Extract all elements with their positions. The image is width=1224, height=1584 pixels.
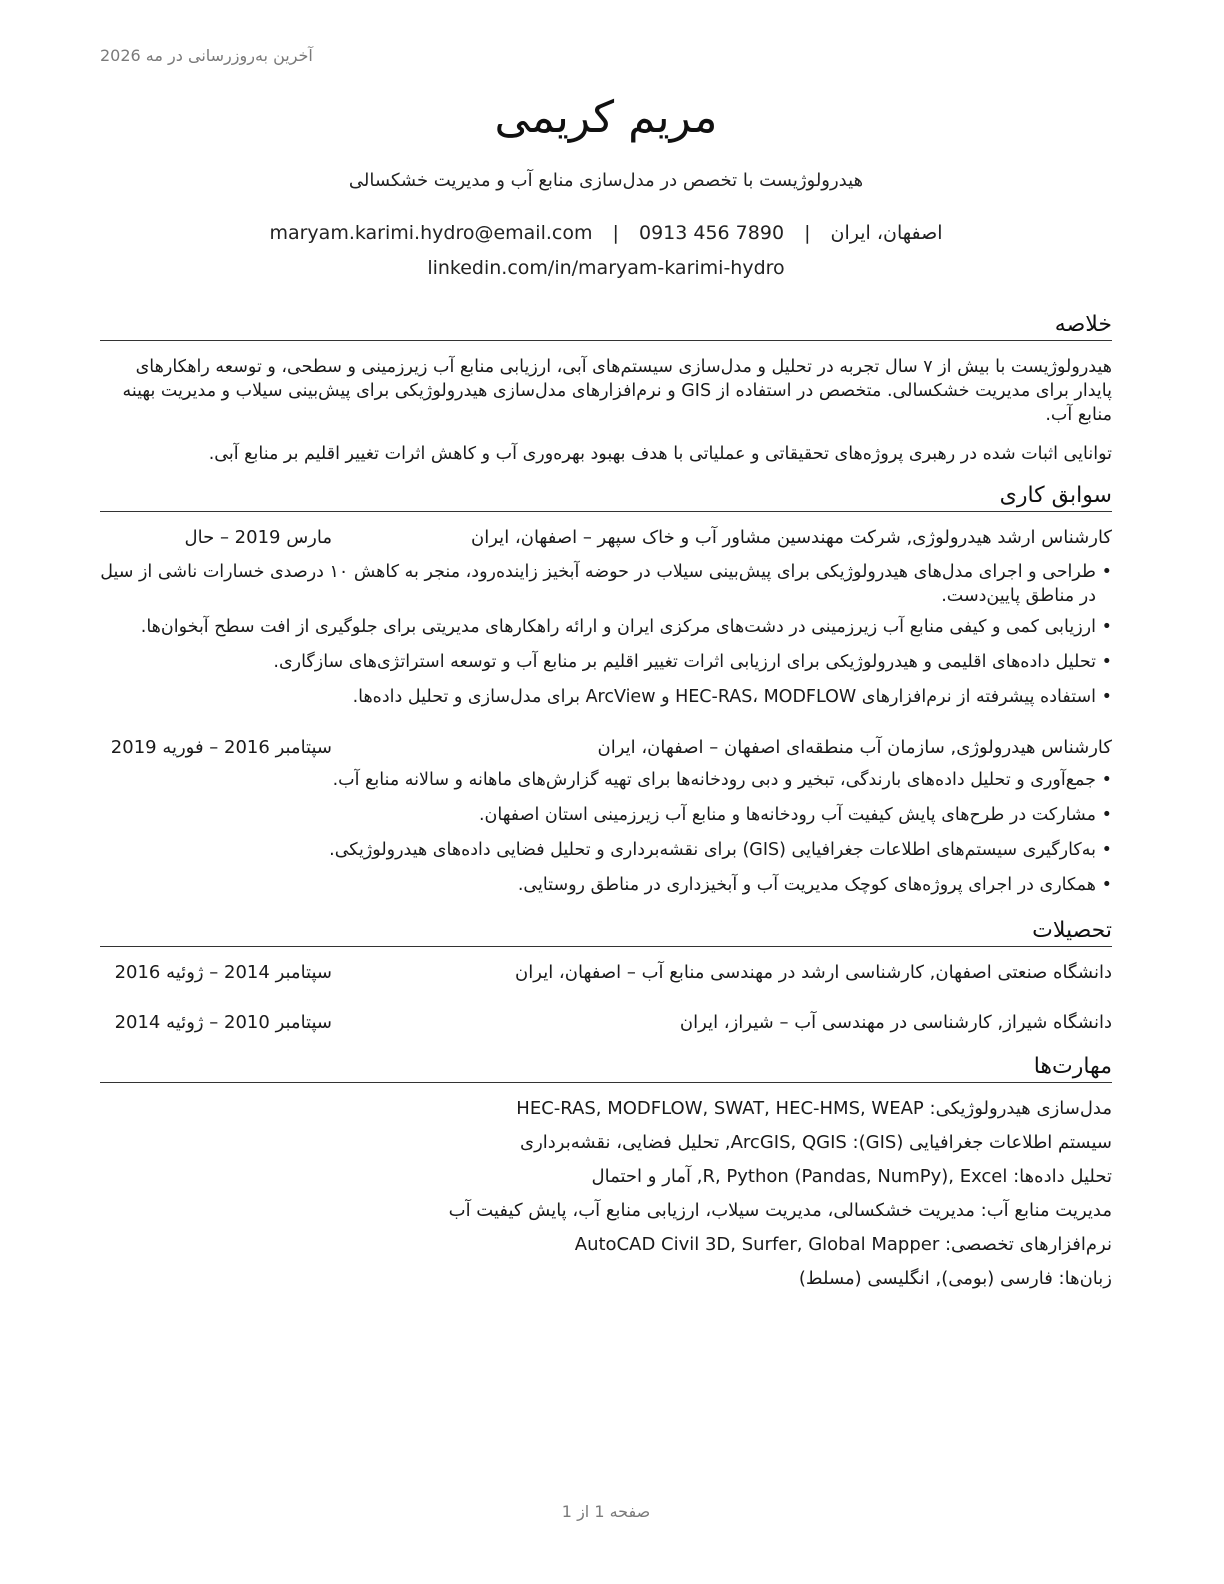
contact-linkedin[interactable]: linkedin.com/in/maryam-karimi-hydro bbox=[427, 257, 785, 279]
skill-item: مدل‌سازی هیدرولوژیکی: HEC-RAS, MODFLOW, SWAT, HEC-HMS, WEAP bbox=[516, 1098, 1112, 1119]
job-header bbox=[100, 527, 1112, 553]
job-bullet: • طراحی و اجرای مدل‌های هیدرولوژیکی برای پیش‌بینی سیلاب در حوضه آبخیز زاینده‌رود، منجر به کاهش ۱۰ درصدی خسارات ناشی از سیل در مناطق پایین‌دست. bbox=[100, 560, 1112, 608]
skill-item: تحلیل داده‌ها: R, Python (Pandas, NumPy), Excel, آمار و احتمال bbox=[591, 1166, 1112, 1187]
job-bullet: • همکاری در اجرای پروژه‌های کوچک مدیریت آب و آبخیزداری در مناطق روستایی. bbox=[100, 873, 1112, 897]
contact-email[interactable]: maryam.karimi.hydro@email.com bbox=[269, 222, 593, 244]
section-title-summary: خلاصه bbox=[100, 310, 1112, 341]
skill-item: مدیریت منابع آب: مدیریت خشکسالی، مدیریت سیلاب، ارزیابی منابع آب، پایش کیفیت آب bbox=[448, 1200, 1112, 1221]
education-date: سپتامبر 2014 – ژوئیه 2016 bbox=[114, 962, 332, 983]
job-bullet: • ارزیابی کمی و کیفی منابع آب زیرزمینی در دشت‌های مرکزی ایران و ارائه راهکارهای مدیریتی برای جلوگیری از افت سطح آبخوان‌ها. bbox=[100, 615, 1112, 639]
education-institution: دانشگاه شیراز, کارشناسی در مهندسی آب – شیراز، ایران bbox=[679, 1012, 1112, 1033]
education-institution: دانشگاه صنعتی اصفهان, کارشناسی ارشد در مهندسی منابع آب – اصفهان، ایران bbox=[515, 962, 1112, 983]
job-date: سپتامبر 2016 – فوریه 2019 bbox=[110, 737, 332, 758]
resume-page bbox=[100, 0, 1112, 1584]
job-organization: کارشناس ارشد هیدرولوژی, شرکت مهندسین مشاور آب و خاک سپهر – اصفهان، ایران bbox=[471, 527, 1112, 548]
contact-separator: | bbox=[804, 222, 811, 244]
job-organization: کارشناس هیدرولوژی, سازمان آب منطقه‌ای اصفهان – اصفهان، ایران bbox=[597, 737, 1112, 758]
education-item bbox=[100, 962, 1112, 988]
summary-paragraph: توانایی اثبات شده در رهبری پروژه‌های تحقیقاتی و عملیاتی با هدف بهبود بهره‌وری آب و کاهش اثرات تغییر اقلیم بر منابع آبی. bbox=[208, 444, 1112, 464]
contact-separator: | bbox=[612, 222, 619, 244]
section-title-experience: سوابق کاری bbox=[100, 481, 1112, 512]
education-date: سپتامبر 2010 – ژوئیه 2014 bbox=[114, 1012, 332, 1033]
last-updated: آخرین به‌روزرسانی در مه 2026 bbox=[100, 46, 313, 65]
candidate-tagline: هیدرولوژیست با تخصص در مدل‌سازی منابع آب و مدیریت خشکسالی bbox=[348, 170, 864, 191]
skill-item: سیستم اطلاعات جغرافیایی (GIS): ArcGIS, QGIS, تحلیل فضایی، نقشه‌برداری bbox=[519, 1132, 1112, 1153]
candidate-name: مریم کریمی bbox=[494, 92, 718, 143]
section-title-skills: مهارت‌ها bbox=[100, 1052, 1112, 1083]
job-date: مارس 2019 – حال bbox=[184, 527, 332, 548]
job-bullet: • به‌کارگیری سیستم‌های اطلاعات جغرافیایی (GIS) برای نقشه‌برداری و تحلیل فضایی داده‌های هیدرولوژیکی. bbox=[100, 838, 1112, 862]
education-item bbox=[100, 1012, 1112, 1038]
job-bullet: • مشارکت در طرح‌های پایش کیفیت آب رودخانه‌ها و منابع آب زیرزمینی استان اصفهان. bbox=[100, 803, 1112, 827]
contact-location: اصفهان، ایران bbox=[830, 222, 943, 244]
section-title-education: تحصیلات bbox=[100, 916, 1112, 947]
skill-item: زبان‌ها: فارسی (بومی), انگلیسی (مسلط) bbox=[798, 1268, 1112, 1289]
job-bullet: • استفاده پیشرفته از نرم‌افزارهای HEC-RAS، MODFLOW و ArcView برای مدل‌سازی و تحلیل داده‌ها. bbox=[100, 685, 1112, 709]
page-number: صفحه 1 از 1 bbox=[561, 1502, 651, 1521]
skill-item: نرم‌افزارهای تخصصی: AutoCAD Civil 3D, Surfer, Global Mapper bbox=[574, 1234, 1112, 1255]
contact-line bbox=[100, 222, 1112, 244]
job-header bbox=[100, 737, 1112, 763]
contact-phone[interactable]: 0913 456 7890 bbox=[638, 222, 785, 244]
job-bullet: • جمع‌آوری و تحلیل داده‌های بارندگی، تبخیر و دبی رودخانه‌ها برای تهیه گزارش‌های ماهانه و سالانه منابع آب. bbox=[100, 768, 1112, 792]
job-bullet: • تحلیل داده‌های اقلیمی و هیدرولوژیکی برای ارزیابی اثرات تغییر اقلیم بر منابع آب و توسعه استراتژی‌های سازگاری. bbox=[100, 650, 1112, 674]
summary-paragraph: هیدرولوژیست با بیش از ۷ سال تجربه در تحلیل و مدل‌سازی سیستم‌های آبی، ارزیابی منابع آب زیرزمینی و سطحی، و توسعه راهکارهای پایدار برای مدیریت خشکسالی. متخصص در استفاده از GIS و نرم‌افزارهای مدل‌سازی هیدرولوژیکی برای پیش‌بینی سیلاب و مدیریت بهینه منابع آب. bbox=[122, 357, 1112, 425]
